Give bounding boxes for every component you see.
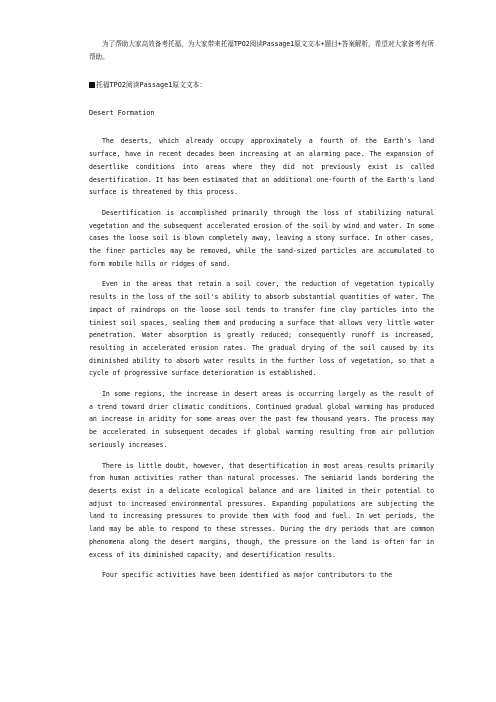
section-heading-text: 托福TPO2阅读Passage1原文文本： (96, 81, 207, 90)
body-paragraph-4: In some regions, the increase in desert areas is occurring largely as the result of a trend toward drier climatic conditions. Continued gradual global warming has produced an increase in aridity for some areas over the past few thousand years. The process may be accelerated in subsequent decades if global warming resulting from air pollution seriously increases. (89, 390, 434, 449)
body-paragraph-5: There is little doubt, however, that desertification in most areas results primarily from human activities rather than natural processes. The semiarid lands bordering the deserts exist in a delicate ecological balance and are limited in their potential to adjust to increased environmental pressures. Expanding populations are subjecting the land to increasing pressures to provide them with food and fuel. In wet periods, the land may be able to respond to these stresses. During the dry periods that are common phenomena along the desert margins, though, the pressure on the land is often far in excess of its diminished capacity, and desertification results. (89, 461, 434, 559)
body-paragraph-1: The deserts, which already occupy approximately a fourth of the Earth's land surface, have in recent decades been increasing at an alarming pace. The expansion of desertlike conditions into areas where they did not previously exist is called desertification. It has been estimated that an additional one-fourth of the Earth's land surface is threatened by this process. (89, 137, 434, 197)
body-paragraph-3: Even in the areas that retain a soil cover, the reduction of vegetation typically results in the loss of the soil's ability to absorb substantial quantities of water. The impact of raindrops on the loose soil tends to transfer fine clay particles into the tiniest soil spaces, sealing them and producing a surface that allows very little water penetration. Water absorption is greatly reduced; consequently runoff is increased, resulting in accelerated erosion rates. The gradual drying of the soil caused by its diminished ability to absorb water results in the further loss of vegetation, so that a cycle of progressive surface deterioration is established. (89, 280, 434, 378)
body-paragraph-6: Four specific activities have been identified as major contributors to the (102, 571, 393, 580)
article-title: Desert Formation (89, 109, 155, 118)
body-paragraph-2: Desertification is accomplished primarily through the loss of stabilizing natural vegetation and the subsequent accelerated erosion of the soil by wind and water. In some cases the loose soil is blown completely away, leaving a stony surface. In other cases, the finer particles may be removed, while the sand-sized particles are accumulated to form mobile hills or ridges of sand. (89, 208, 434, 268)
section-heading (89, 79, 434, 91)
square-bullet-icon (89, 82, 95, 88)
intro-paragraph: 为了帮助大家高效备考托福，为大家带来托福TPO2阅读Passage1原文文本+题目+答案解析，希望对大家备考有所帮助。 (89, 40, 434, 61)
